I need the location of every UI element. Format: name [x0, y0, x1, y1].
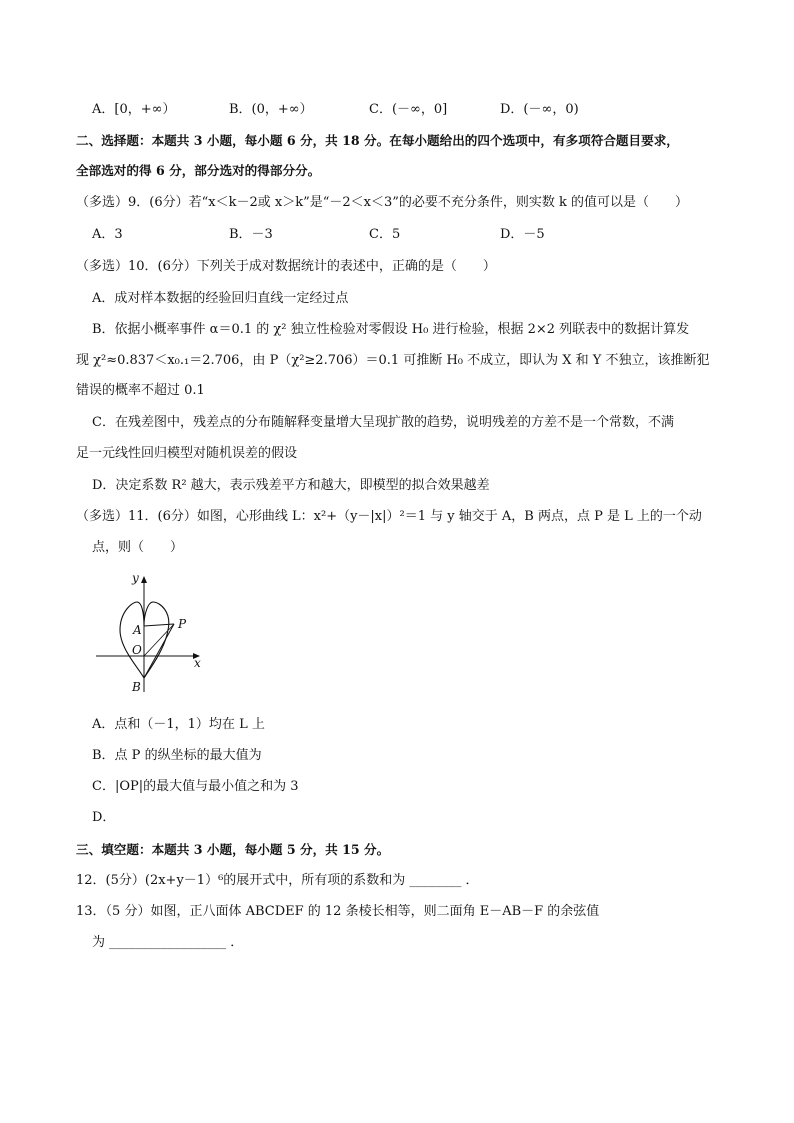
q9-option-c: C．5 — [369, 227, 401, 242]
label-p: P — [178, 617, 187, 631]
q11-option-c: C．|OP|的最大值与最小值之和为 3 — [92, 779, 299, 794]
q8-option-b: B．(0，+∞） — [229, 102, 313, 117]
label-o: O — [132, 643, 142, 657]
q9-option-a: A．3 — [92, 227, 123, 242]
section2-heading-line1: 二、选择题：本题共 3 小题，每小题 6 分，共 18 分。在每小题给出的四个选项中，有多项符合题目要求， — [76, 133, 679, 148]
q13-stem-line1: 13．（5 分）如图，正八面体 ABCDEF 的 12 条棱长相等，则二面角 E－AB－F 的余弦值 — [76, 904, 600, 919]
q9-option-d: D．－5 — [500, 227, 545, 242]
q12-stem: 12．(5分）(2x+y－1）⁶的展开式中，所有项的系数和为 ________ ． — [76, 873, 479, 888]
q9-stem: （多选）9．(6分）若“x＜k－2或 x＞k”是“－2＜x＜3”的必要不充分条件，则实数 k 的值可以是（ ） — [76, 195, 689, 210]
q11-option-b: B．点 P 的纵坐标的最大值为 — [92, 748, 262, 763]
q11-option-d: D． — [92, 810, 116, 825]
q11-stem-line2: 点，则（ ） — [92, 540, 184, 555]
q10-option-b-line3: 错误的概率不超过 0.1 — [76, 383, 205, 398]
q13-stem-line2: 为 __________________ ． — [92, 935, 244, 950]
label-b: B — [132, 680, 141, 694]
q11-option-a: A．点和（－1，1）均在 L 上 — [92, 717, 265, 732]
section2-heading-line2: 全部选对的得 6 分，部分选对的得部分分。 — [76, 163, 321, 178]
q10-option-b-line2: 现 χ²≈0.837＜x₀.₁＝2.706，由 P（χ²≥2.706）＝0.1 可推断 H₀ 不成立，即认为 X 和 Y 不独立，该推断犯 — [76, 353, 710, 368]
q8-option-a: A．[0，+∞） — [92, 102, 176, 117]
q10-option-a: A．成对样本数据的经验回归直线一定经过点 — [92, 291, 349, 306]
q8-option-d: D．(－∞，0) — [500, 102, 579, 117]
q11-stem-line1: （多选）11．(6分）如图，心形曲线 L：x²+（y－|x|）²＝1 与 y 轴交于 A，B 两点，点 P 是 L 上的一个动 — [76, 509, 702, 524]
q9-option-b: B．－3 — [229, 227, 273, 242]
q10-option-c-line1: C．在残差图中，残差点的分布随解释变量增大呈现扩散的趋势，说明残差的方差不是一个常数，不满 — [92, 415, 674, 430]
segment-ap — [144, 624, 174, 626]
q10-option-c-line2: 足一元线性回归模型对随机误差的假设 — [76, 446, 298, 461]
label-y: y — [132, 571, 139, 585]
section3-heading: 三、填空题：本题共 3 小题，每小题 5 分，共 15 分。 — [76, 842, 390, 857]
label-a: A — [133, 623, 142, 637]
q8-option-c: C．(－∞，0] — [369, 102, 448, 117]
heart-curve-figure — [92, 568, 208, 696]
q10-stem: （多选）10．(6分）下列关于成对数据统计的表述中，正确的是（ ） — [76, 259, 496, 274]
q10-option-d: D．决定系数 R² 越大，表示残差平方和越大，即模型的拟合效果越差 — [92, 478, 490, 493]
y-axis-arrow — [141, 576, 147, 583]
q10-option-b-line1: B．依据小概率事件 α＝0.1 的 χ² 独立性检验对零假设 H₀ 进行检验，根据 2×2 列联表中的数据计算发 — [92, 322, 690, 337]
label-x: x — [194, 656, 201, 670]
